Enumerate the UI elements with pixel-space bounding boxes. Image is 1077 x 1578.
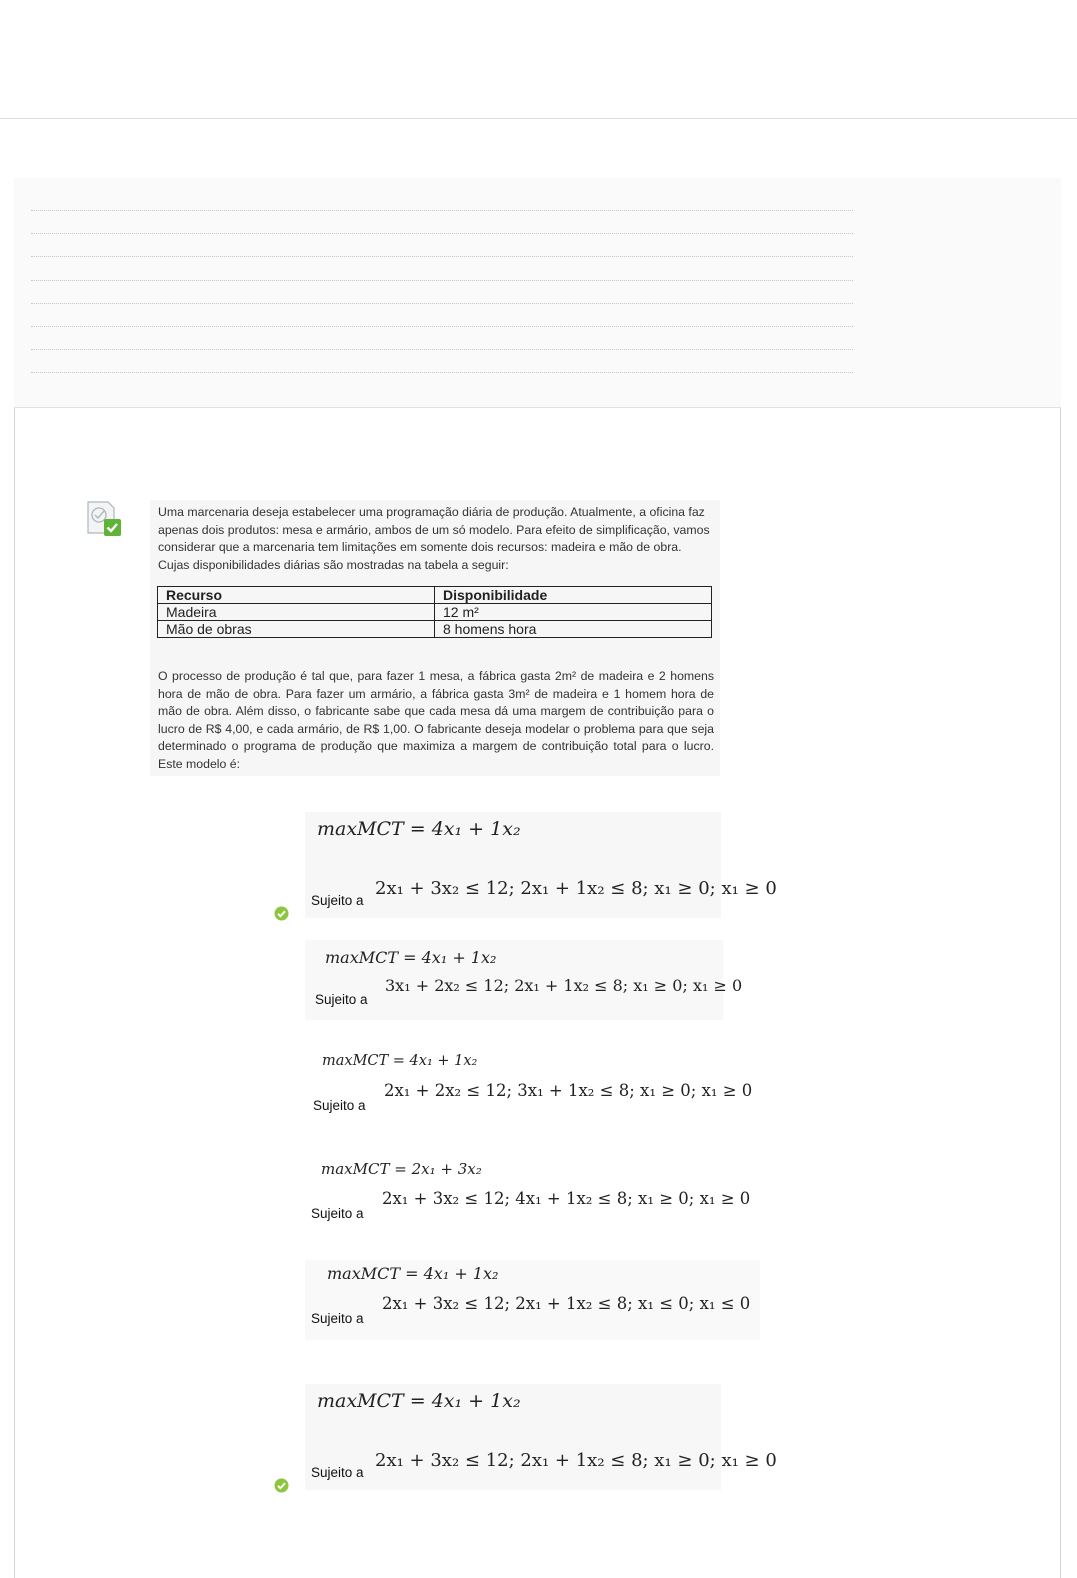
table-cell: Mão de obras — [158, 621, 435, 638]
question-statement — [150, 500, 720, 776]
summary-table — [14, 178, 1061, 408]
answer-constraints: 2x₁ + 3x₂ ≤ 12; 2x₁ + 1x₂ ≤ 8; x₁ ≥ 0; x₁ ≥ 0 — [375, 1450, 777, 1471]
question-paragraph-2: O processo de produção é tal que, para fazer 1 mesa, a fábrica gasta 2m² de madeira e 2 homens hora de mão de obra. Para fazer um armário, a fábrica gasta 3m² de madeira e 1 homem hora de mão de obra. Além disso, o fabricante sabe que cada mesa dá uma margem de contribuição para o lucro de R$ 4,00, e cada armário, de R$ 1,00. O fabricante deseja modelar o problema para que seja determinado o programa de produção que maximiza a margem de contribuição total para o lucro. Este modelo é: — [158, 669, 714, 771]
option-a-subject-label: Sujeito a — [311, 893, 364, 908]
table-cell: 8 homens hora — [435, 621, 712, 638]
table-cell: 12 m² — [435, 604, 712, 621]
resource-table — [157, 586, 712, 638]
option-e-subject-label: Sujeito a — [311, 1311, 364, 1326]
option-c-constraints: 2x₁ + 2x₂ ≤ 12; 3x₁ + 1x₂ ≤ 8; x₁ ≥ 0; x₁ ≥ 0 — [384, 1081, 753, 1100]
summary-row — [31, 280, 853, 281]
question-correct-icon — [86, 501, 122, 537]
option-c-subject-label: Sujeito a — [313, 1098, 366, 1113]
header-divider — [0, 118, 1077, 119]
table-row — [158, 604, 712, 621]
summary-row — [31, 233, 853, 234]
table-row — [158, 621, 712, 638]
option-b-subject-label: Sujeito a — [315, 992, 368, 1007]
table-header-cell: Disponibilidade — [435, 587, 712, 604]
answer-subject-label: Sujeito a — [311, 1465, 364, 1480]
correct-answer — [305, 1384, 777, 1490]
option-b-constraints: 3x₁ + 2x₂ ≤ 12; 2x₁ + 1x₂ ≤ 8; x₁ ≥ 0; x₁ ≥ 0 — [385, 976, 743, 995]
table-header-row — [158, 587, 712, 604]
summary-row — [31, 303, 853, 304]
option-d-objective: maxMCT = 2x₁ + 3x₂ — [321, 1160, 482, 1178]
option-e-constraints: 2x₁ + 3x₂ ≤ 12; 2x₁ + 1x₂ ≤ 8; x₁ ≤ 0; x₁ ≤ 0 — [382, 1294, 751, 1313]
option-d[interactable] — [305, 1156, 755, 1228]
option-c-objective: maxMCT = 4x₁ + 1x₂ — [322, 1053, 478, 1069]
summary-row — [31, 326, 853, 327]
table-cell: Madeira — [158, 604, 435, 621]
option-e[interactable] — [305, 1260, 760, 1340]
table-header-cell: Recurso — [158, 587, 435, 604]
option-d-subject-label: Sujeito a — [311, 1206, 364, 1221]
option-c[interactable] — [305, 1048, 755, 1120]
option-a[interactable] — [305, 812, 777, 918]
summary-row — [31, 210, 853, 211]
option-b-objective: maxMCT = 4x₁ + 1x₂ — [325, 948, 497, 967]
summary-row — [31, 256, 853, 257]
option-e-objective: maxMCT = 4x₁ + 1x₂ — [327, 1264, 499, 1283]
summary-row — [31, 349, 853, 350]
option-d-constraints: 2x₁ + 3x₂ ≤ 12; 4x₁ + 1x₂ ≤ 8; x₁ ≥ 0; x₁ ≥ 0 — [382, 1189, 751, 1208]
answer-objective: maxMCT = 4x₁ + 1x₂ — [317, 1390, 521, 1412]
option-b[interactable] — [305, 940, 743, 1020]
summary-row — [31, 372, 853, 373]
question-paragraph-1: Uma marcenaria deseja estabelecer uma programação diária de produção. Atualmente, a oficina faz apenas dois produtos: mesa e armário, ambos de um só modelo. Para efeito de simplificação, vamos considerar que a marcenaria tem limitações em somente dois recursos: madeira e mão de obra. Cujas disponibilidades diárias são mostradas na tabela a seguir: — [158, 505, 710, 572]
option-a-constraints: 2x₁ + 3x₂ ≤ 12; 2x₁ + 1x₂ ≤ 8; x₁ ≥ 0; x₁ ≥ 0 — [375, 878, 777, 899]
answer-check-icon — [274, 1478, 289, 1493]
correct-check-icon — [274, 906, 289, 921]
option-a-objective: maxMCT = 4x₁ + 1x₂ — [317, 818, 521, 840]
